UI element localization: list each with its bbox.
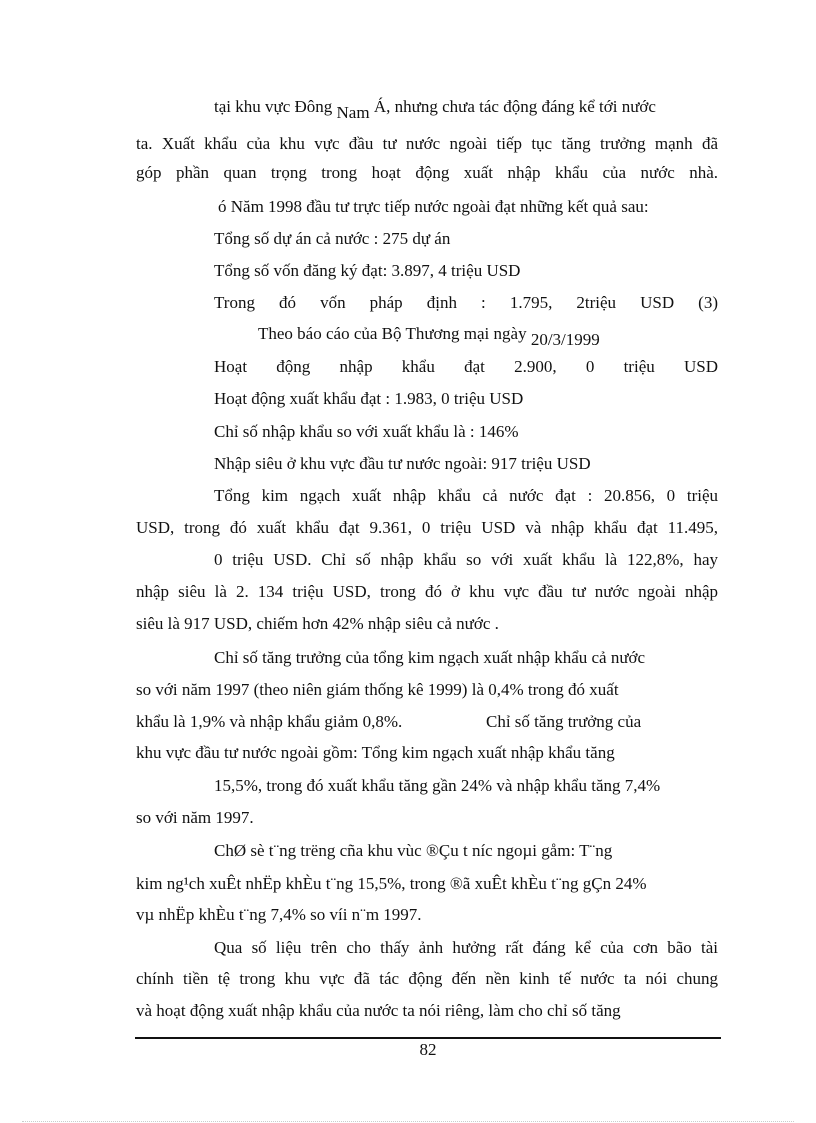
- text-line-15: 0 triệu USD. Chỉ số nhập khẩu so với xuất khẩu là 122,8%, hay: [214, 550, 718, 569]
- text-line-6: Tổng số vốn đăng ký đạt: 3.897, 4 triệu USD: [214, 261, 521, 280]
- text-line-3: góp phần quan trọng trong hoạt động xuất nhập khẩu của nước nhà.: [136, 163, 718, 182]
- text-line-2: ta. Xuất khẩu của khu vực đầu tư nước ngoài tiếp tục tăng trưởng mạnh đã: [136, 134, 718, 153]
- text-line-18: Chỉ số tăng trưởng của tổng kim ngạch xuất nhập khẩu cả nước: [214, 648, 646, 667]
- text-line-14: USD, trong đó xuất khẩu đạt 9.361, 0 triệu USD và nhập khẩu đạt 11.495,: [136, 518, 718, 537]
- text-line-26: vµ nhËp khÈu t¨ng 7,4% so víi n¨m 1997.: [136, 905, 422, 924]
- text-line-20a: khẩu là 1,9% và nhập khẩu giảm 0,8%.: [136, 712, 403, 731]
- text-line-1: tại khu vực Đông Nam Á, nhưng chưa tác động đáng kể tới nước: [214, 97, 656, 122]
- text-line-12: Nhập siêu ở khu vực đầu tư nước ngoài: 917 triệu USD: [214, 454, 591, 473]
- text-line-8: Theo báo cáo của Bộ Thương mại ngày 20/3/1999: [258, 324, 600, 349]
- text-line-9: Hoạt động nhập khẩu đạt 2.900, 0 triệu USD: [214, 357, 718, 376]
- text-line-11: Chỉ số nhập khẩu so với xuất khẩu là : 146%: [214, 422, 519, 441]
- text-line-29: và hoạt động xuất nhập khẩu của nước ta nói riêng, làm cho chỉ số tăng: [136, 1001, 621, 1020]
- text-line-28: chính tiền tệ trong khu vực đã tác động đến nền kinh tế nước ta nói chung: [136, 969, 718, 988]
- page-bottom-border: [22, 1121, 794, 1122]
- text-line-5: Tổng số dự án cả nước : 275 dự án: [214, 229, 451, 248]
- text-line-17: siêu là 917 USD, chiếm hơn 42% nhập siêu cả nước .: [136, 614, 499, 633]
- page-number: 82: [419, 1040, 437, 1059]
- text-line-24: ChØ sè t¨ng trëng cña khu vùc ®Çu t níc ngoµi gåm: T¨ng: [214, 841, 613, 860]
- footer-rule: [135, 1037, 721, 1039]
- text-line-23: so với năm 1997.: [136, 808, 254, 827]
- text-line-16: nhập siêu là 2. 134 triệu USD, trong đó ở khu vực đầu tư nước ngoài nhập: [136, 582, 718, 601]
- text-line-10: Hoạt động xuất khẩu đạt : 1.983, 0 triệu USD: [214, 389, 524, 408]
- text-line-13: Tổng kim ngạch xuất nhập khẩu cả nước đạt : 20.856, 0 triệu: [214, 486, 718, 505]
- text-line-7: Trong đó vốn pháp định : 1.795, 2triệu USD (3): [214, 293, 718, 312]
- text-line-25: kim ng¹ch xuÊt nhËp khÈu t¨ng 15,5%, trong ®ã xuÊt khÈu t¨ng gÇn 24%: [136, 874, 647, 893]
- text-line-4: ó Năm 1998 đầu tư trực tiếp nước ngoài đạt những kết quả sau:: [218, 197, 649, 216]
- text-line-21: khu vực đầu tư nước ngoài gồm: Tổng kim ngạch xuất nhập khẩu tăng: [136, 743, 615, 762]
- text-line-27: Qua số liệu trên cho thấy ảnh hưởng rất đáng kể của cơn bão tài: [214, 938, 718, 957]
- text-line-20b: Chỉ số tăng trưởng của: [486, 712, 642, 731]
- text-line-22: 15,5%, trong đó xuất khẩu tăng gần 24% và nhập khẩu tăng 7,4%: [214, 776, 661, 795]
- text-line-19: so với năm 1997 (theo niên giám thống kê 1999) là 0,4% trong đó xuất: [136, 680, 619, 699]
